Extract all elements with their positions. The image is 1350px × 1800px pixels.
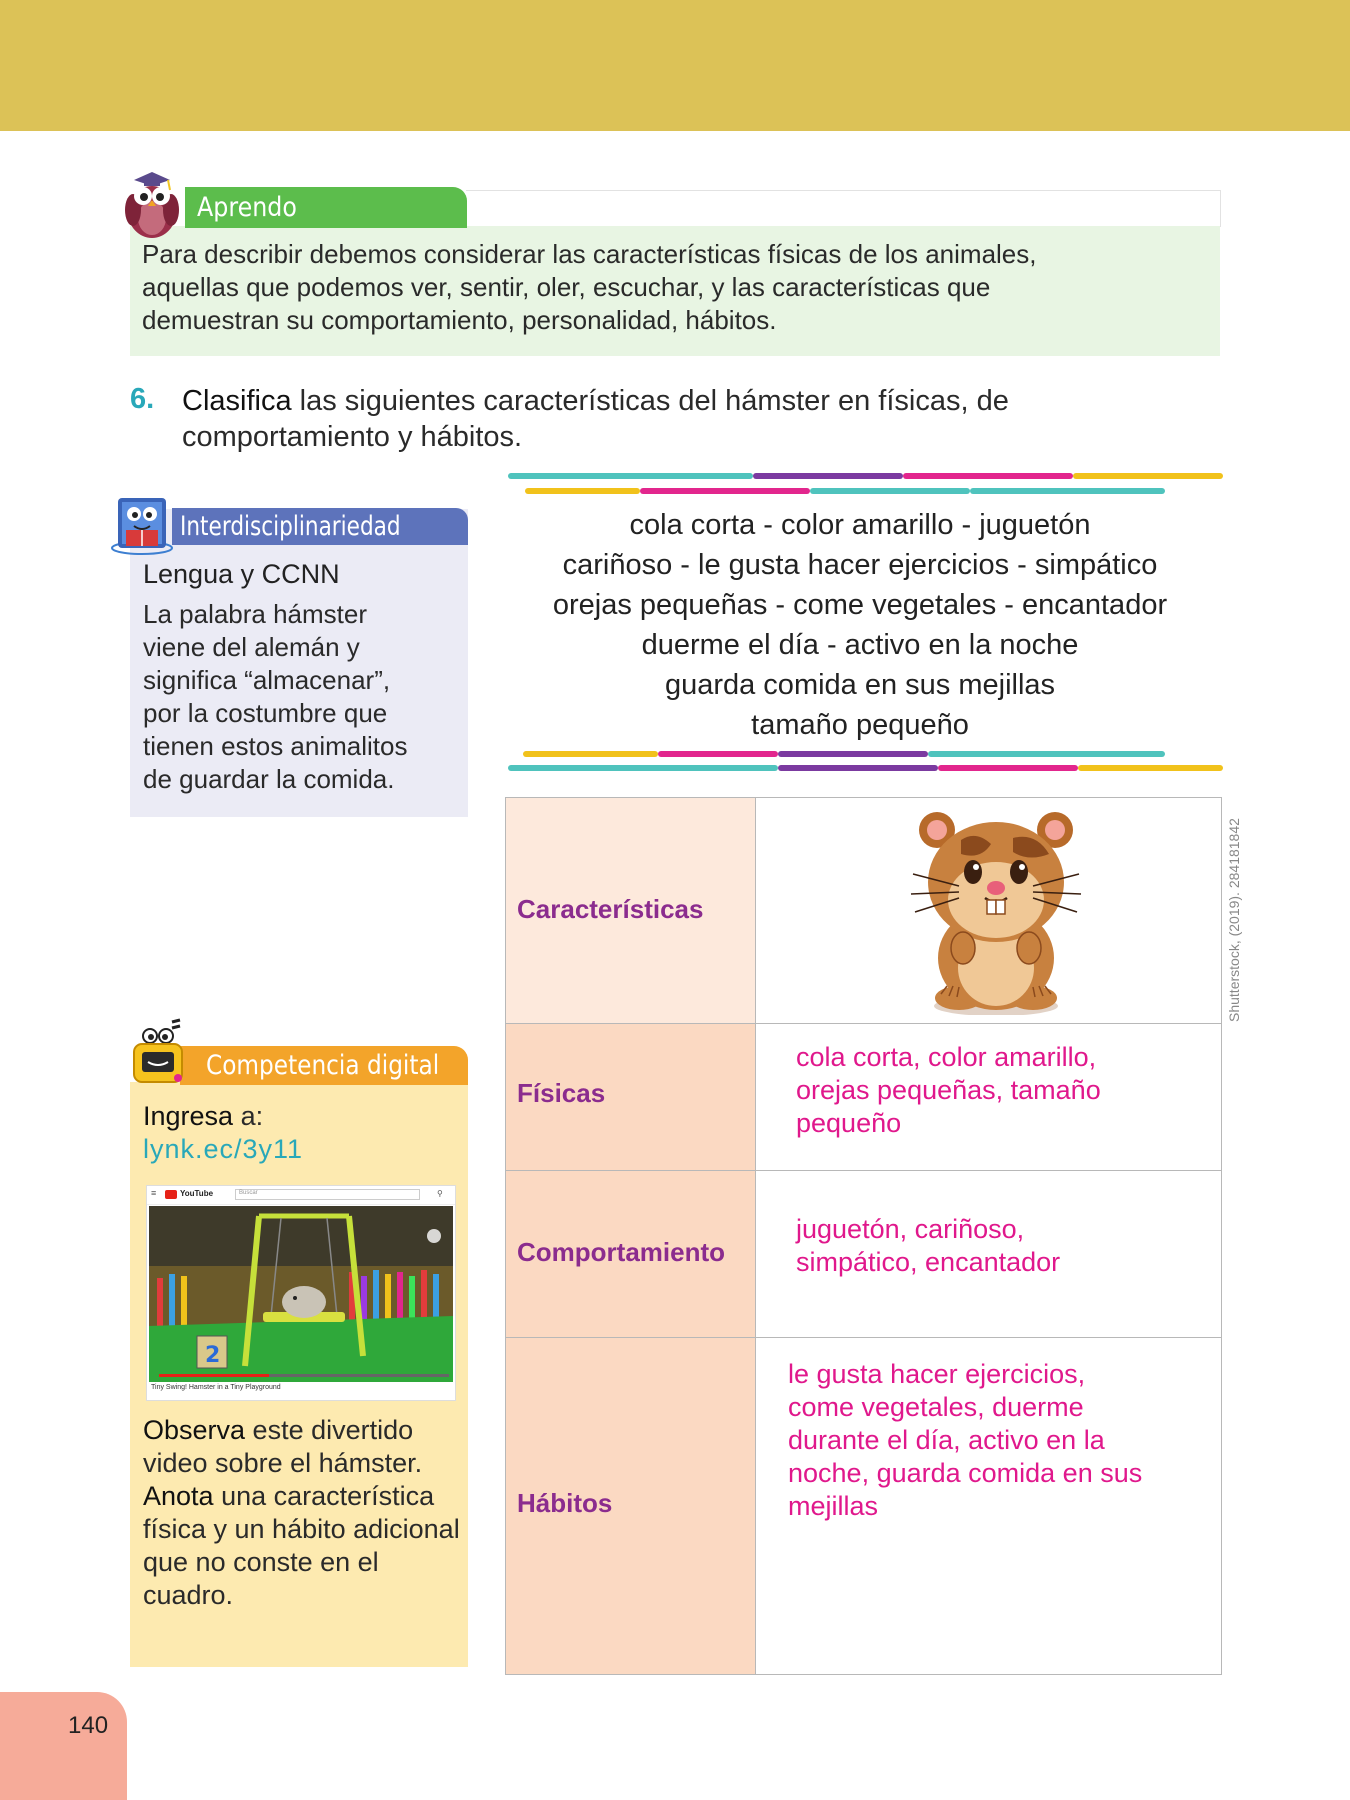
activity-number: 6.	[130, 383, 155, 415]
table-row-label: Hábitos	[517, 1488, 613, 1518]
word-bank	[500, 505, 1220, 745]
activity-instruction	[182, 383, 1162, 455]
table-row-comportamiento-label-cell	[506, 1171, 756, 1338]
competencia-tab	[180, 1046, 468, 1085]
interdisciplinary-text: La palabra hámster viene del alemán y significa “almacenar”, por la costumbre que tienen estos animalitos de guardar la comida.	[143, 599, 408, 794]
observa-text: este divertido video sobre el hámster.	[143, 1415, 423, 1478]
table-row-comportamiento-answer-cell	[756, 1171, 1221, 1338]
table-row-habitos-label-cell	[506, 1338, 756, 1674]
interdisciplinary-tab	[172, 508, 468, 545]
video-caption: Tiny Swing! Hamster in a Tiny Playground	[151, 1384, 281, 1391]
competencia-ingresa	[143, 1101, 263, 1132]
table-row-habitos-answer-cell	[756, 1338, 1221, 1674]
ingresa-verb: Ingresa	[143, 1101, 234, 1131]
word-bank-line: duerme el día - activo en la noche	[641, 629, 1079, 661]
table-row-fisicas-label-cell	[506, 1024, 756, 1171]
ingresa-rest: a:	[233, 1101, 264, 1131]
page-number: 140	[68, 1712, 109, 1739]
video-search-input[interactable]: Buscar	[235, 1189, 420, 1200]
table-row-answer: le gusta hacer ejercicios, come vegetales, duerme durante el día, activo en la noche, guarda comida en sus mejillas	[788, 1359, 1143, 1521]
book-character-icon	[104, 484, 182, 562]
menu-icon[interactable]: ≡	[151, 1188, 157, 1198]
top-color-band	[0, 0, 1350, 131]
aprendo-tab-label: Aprendo	[197, 192, 297, 223]
word-bank-bottom-stripes	[505, 748, 1225, 776]
word-bank-line: orejas pequeñas - come vegetales - encantador	[552, 589, 1168, 621]
video-top-bar	[147, 1186, 455, 1205]
word-bank-line: guarda comida en sus mejillas	[664, 669, 1056, 701]
owl-icon	[112, 164, 190, 240]
youtube-logo-icon	[165, 1190, 177, 1199]
table-header-label-cell	[506, 798, 756, 1024]
video-brand: YouTube	[180, 1189, 214, 1198]
page-number-tab	[0, 1692, 127, 1800]
video-link[interactable]: lynk.ec/3y11	[143, 1134, 304, 1164]
anota-text: una característica física y un hábito adicional que no conste en el cuadro.	[143, 1481, 460, 1610]
table-row-fisicas-answer-cell	[756, 1024, 1221, 1171]
activity-text: las siguientes características del hámster en físicas, de comportamiento y hábitos.	[182, 385, 1009, 453]
classification-table	[505, 797, 1222, 1675]
competencia-instructions	[143, 1414, 463, 1612]
video-thumbnail[interactable]	[146, 1185, 456, 1401]
word-bank-line: cola corta - color amarillo - juguetón	[629, 509, 1091, 541]
activity-verb: Clasifica	[182, 385, 292, 417]
table-row-label: Físicas	[517, 1078, 606, 1108]
table-image-cell	[756, 798, 1221, 1024]
search-icon[interactable]: ⚲	[437, 1189, 443, 1198]
aprendo-text: Para describir debemos considerar las características físicas de los animales, aquellas que podemos ver, sentir, oler, escuchar, y las características que demuestran su comportamiento, personalidad, hábitos.	[142, 239, 1037, 335]
hamster-illustration	[901, 810, 1091, 1015]
competencia-tab-label: Competencia digital	[206, 1050, 440, 1081]
interdisciplinary-tab-label: Interdisciplinariedad	[180, 511, 401, 542]
aprendo-frame-line	[466, 190, 1221, 227]
table-header-label: Características	[517, 894, 704, 924]
svg-text:2: 2	[205, 1343, 221, 1368]
observa-verb: Observa	[143, 1415, 246, 1445]
interdisciplinary-subtitle: Lengua y CCNN	[143, 559, 340, 589]
table-row-label: Comportamiento	[517, 1237, 725, 1267]
word-bank-line: cariñoso - le gusta hacer ejercicios - simpático	[562, 549, 1158, 581]
table-row-answer: cola corta, color amarillo, orejas pequeñas, tamaño pequeño	[796, 1042, 1101, 1138]
aprendo-tab	[185, 187, 467, 228]
word-bank-line: tamaño pequeño	[751, 709, 969, 741]
word-bank-top-stripes	[505, 470, 1225, 498]
image-credit: Shutterstock, (2019). 284181842	[1226, 818, 1242, 1022]
table-row-answer: juguetón, cariñoso, simpático, encantador	[796, 1214, 1061, 1277]
robot-icon	[122, 1016, 200, 1094]
video-frame	[149, 1206, 453, 1382]
anota-verb: Anota	[143, 1481, 214, 1511]
